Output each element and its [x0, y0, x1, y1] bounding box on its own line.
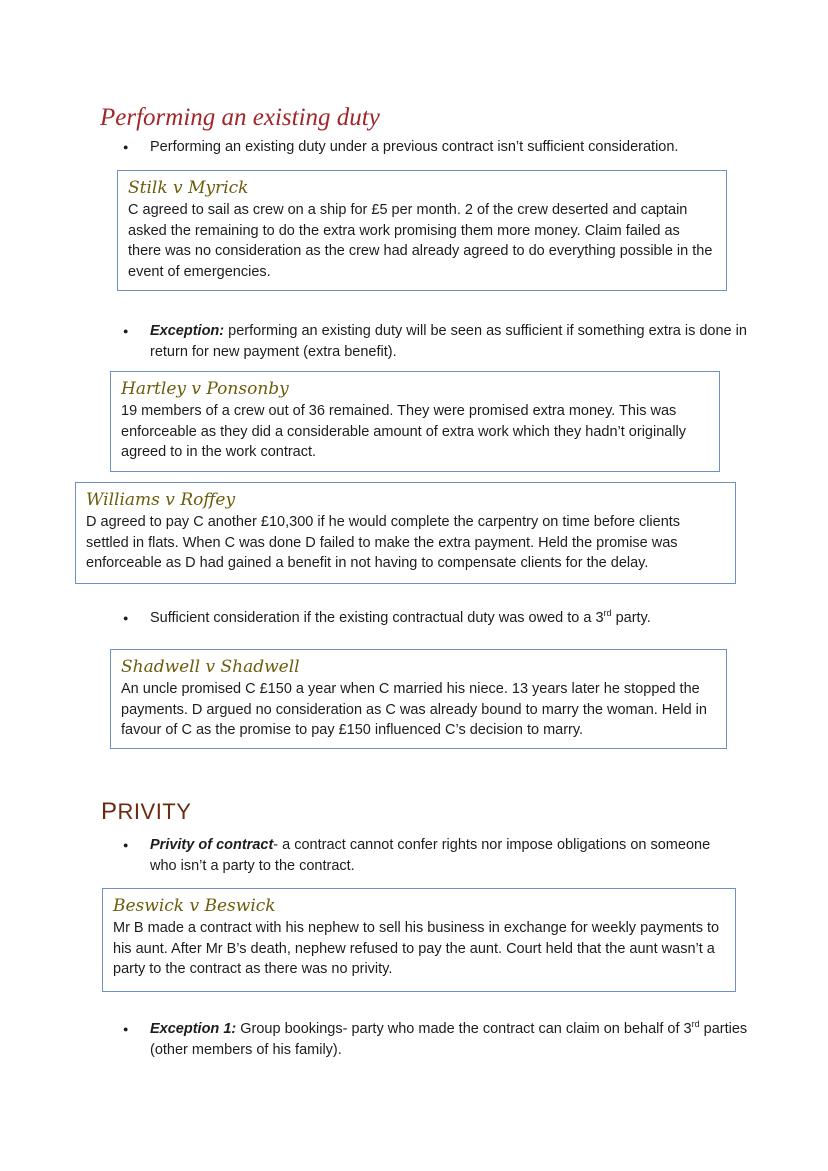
case-body: D agreed to pay C another £10,300 if he would complete the carpentry on time before clients settled in flats. When C was done D failed to make the extra payment. Held the promise was enforceable as D had gained a benefit in not having to compensate clients for the delay. [86, 514, 681, 571]
case-title: Hartley v Ponsonby [121, 379, 289, 399]
bullet-text: - a contract cannot confer rights nor impose obligations on someone who isn’t a party to the contract. [150, 837, 711, 874]
case-box-shadwell-v-shadwell [110, 649, 727, 749]
case-title: Stilk v Myrick [128, 178, 249, 198]
bullet-third-party-duty [123, 608, 770, 629]
case-box-stilk-v-myrick [117, 170, 727, 291]
case-body: Mr B made a contract with his nephew to sell his business in exchange for weekly payments to his aunt. After Mr B’s death, nephew refused to pay the aunt. Court held that the aunt wasn’t a party to the contract as there was no privity. [113, 920, 720, 977]
bullet-text-end: parties (other members of his family). [150, 1021, 748, 1058]
case-box-hartley-v-ponsonby [110, 371, 720, 472]
bullet-privity-definition [123, 835, 730, 876]
bullet-text: performing an existing duty will be seen as sufficient if something extra is done in return for new payment (extra benefit). [150, 323, 747, 360]
bullet-label: Exception: [150, 323, 225, 339]
case-box-beswick-v-beswick [102, 888, 736, 992]
ordinal-suffix: rd [603, 608, 612, 619]
case-body: C agreed to sail as crew on a ship for £5 per month. 2 of the crew deserted and captain asked the remaining to do the extra work promising them more money. Claim failed as there was no consideration as the crew had already agreed to do everything possible in the event of emergencies. [128, 202, 713, 280]
bullet-existing-duty: ● Performing an existing duty under a previous contract isn’t sufficient consideration. [123, 137, 770, 158]
case-body: An uncle promised C £150 a year when C married his niece. 13 years later he stopped the payments. D argued no consideration as C was already bound to marry the woman. Held in favour of C as the promise to pay £150 influenced C’s decision to marry. [121, 681, 707, 738]
case-title: Williams v Roffey [86, 490, 236, 510]
case-title: Beswick v Beswick [113, 896, 276, 916]
case-title: Shadwell v Shadwell [121, 657, 300, 677]
bullet-exception-group-bookings [123, 1019, 760, 1060]
bullet-label: Privity of contract [150, 837, 274, 853]
bullet-text: Sufficient consideration if the existing contractual duty was owed to a 3 [150, 610, 604, 626]
bullet-label: Exception 1: [150, 1021, 237, 1037]
bullet-text-end: party. [611, 610, 651, 626]
section-heading-existing-duty: Performing an existing duty [100, 104, 380, 131]
case-box-williams-v-roffey [75, 482, 736, 584]
section-heading-privity [101, 798, 191, 826]
bullet-exception-extra-benefit [123, 321, 760, 362]
bullet-text: Group bookings- party who made the contract can claim on behalf of 3 [236, 1021, 692, 1037]
heading-rest: RIVITY [117, 799, 192, 824]
case-body: 19 members of a crew out of 36 remained. They were promised extra money. This was enforceable as they did a considerable amount of extra work which they hadn’t originally agreed to in the work contract. [121, 403, 687, 460]
heading-initial: P [101, 798, 118, 825]
ordinal-suffix: rd [691, 1019, 700, 1030]
